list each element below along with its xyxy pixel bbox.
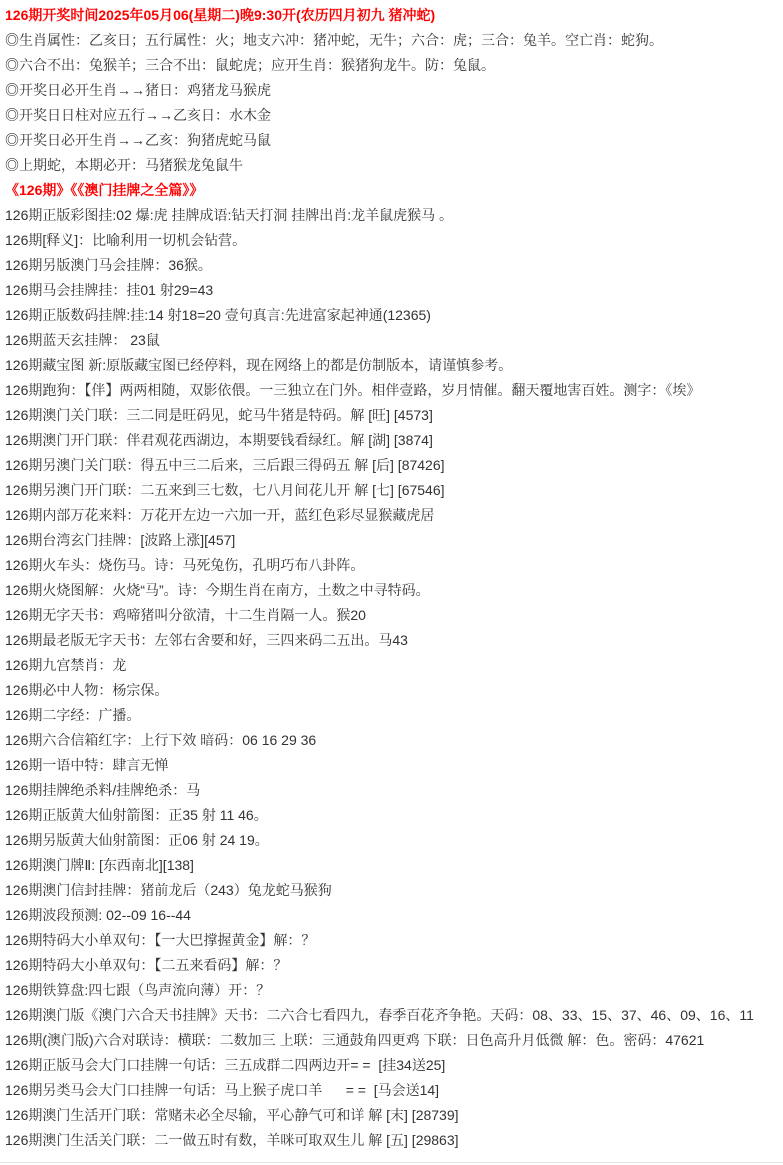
text-line: 126期(澳门版)六合对联诗：横联：二数加三 上联：三通鼓角四更鸡 下联：日色高升月低微 解：色。密码：47621	[5, 1032, 705, 1048]
bottom-divider	[0, 1162, 783, 1163]
text-line: 126期另澳门关门联：得五中三二后来，三后跟三得码五 解 [后] [87426]	[5, 457, 445, 473]
text-line: ◎开奖日必开生肖→→乙亥：狗猪虎蛇马鼠	[5, 132, 271, 148]
text-line: 126期另版黄大仙射箭图：正06 射 24 19。	[5, 832, 269, 848]
text-line: 126期正版马会大门口挂牌一句话：三五成群二四两边开= = [挂34送25]	[5, 1057, 446, 1073]
text-line: 126期内部万花来料：万花开左边一六加一开，蓝红色彩尽显猴藏虎居	[5, 507, 435, 523]
text-line: 126期最老版无字天书：左邻右舍要和好，三四来码二五出。马43	[5, 632, 408, 648]
text-line: 126期特码大小单双句：【一大巴撑握黄金】解：？	[5, 932, 316, 948]
text-line: 126期台湾玄门挂牌：[波路上涨][457]	[5, 532, 236, 548]
text-line: 126期铁算盘:四七跟（鸟声流向薄）开：？	[5, 982, 271, 998]
text-line: 126期挂牌绝杀料/挂牌绝杀：马	[5, 782, 201, 798]
text-line: ◎开奖日必开生肖→→猪日：鸡猪龙马猴虎	[5, 82, 271, 98]
text-line: 126期澳门生活开门联：常赌未必全尽输，平心静气可和详 解 [末] [28739]	[5, 1107, 459, 1123]
text-line: 126期九宫禁肖：龙	[5, 657, 127, 673]
text-line: 126期澳门关门联：三二同是旺码见，蛇马牛猪是特码。解 [旺] [4573]	[5, 407, 433, 423]
text-line: 126期正版黄大仙射箭图：正35 射 11 46。	[5, 807, 268, 823]
text-line: 126期澳门牌Ⅱ: [东西南北][138]	[5, 857, 194, 873]
text-line: 126期波段预测: 02--09 16--44	[5, 907, 191, 923]
heading-line: 《126期》《《澳门挂牌之全篇》》	[5, 182, 204, 198]
text-line: 126期二字经：广播。	[5, 707, 141, 723]
text-line: ◎开奖日日柱对应五行→→乙亥日：水木金	[5, 107, 271, 123]
text-line: 126期另版澳门马会挂牌：36猴。	[5, 257, 212, 273]
text-line: 126期藏宝图 新:原版藏宝图已经停料，现在网络上的都是仿制版本，请谨慎参考。	[5, 357, 513, 373]
text-line: 126期另类马会大门口挂牌一句话：马上猴子虎口羊 = = [马会送14]	[5, 1082, 440, 1098]
text-line: 126期火车头：烧伤马。诗：马死兔伤，孔明巧布八卦阵。	[5, 557, 365, 573]
text-line: 126期蓝天玄挂牌： 23鼠	[5, 332, 160, 348]
text-line: 126期跑狗：【伴】两两相随，双影依偎。一三独立在门外。相伴壹路，岁月情催。翻天覆地害百姓。测字：《埃》	[5, 382, 701, 398]
text-line: 126期正版彩图挂:02 爆:虎 挂牌成语:钻天打洞 挂牌出肖:龙羊鼠虎猴马 。	[5, 207, 454, 223]
text-line: 126期澳门生活关门联：二一做五时有数，羊咪可取双生儿 解 [五] [29863]	[5, 1132, 459, 1148]
text-line: 126期一语中特：肆言无惮	[5, 757, 169, 773]
text-line: 126期特码大小单双句：【二五来看码】解：？	[5, 957, 288, 973]
text-line: 126期马会挂牌挂：挂01 射29=43	[5, 282, 214, 298]
text-line: ◎六合不出：兔猴羊；三合不出：鼠蛇虎；应开生肖：猴猪狗龙牛。防：兔鼠。	[5, 57, 495, 73]
text-line: ◎上期蛇，本期必开：马猪猴龙兔鼠牛	[5, 157, 243, 173]
text-line: 126期无字天书：鸡啼猪叫分欲清，十二生肖隔一人。猴20	[5, 607, 366, 623]
text-line: 126期必中人物：杨宗保。	[5, 682, 169, 698]
text-line: 126期[释义]：比喻利用一切机会钻营。	[5, 232, 247, 248]
text-line: 126期正版数码挂牌:挂:14 射18=20 壹句真言:先进富家起神通(12365)	[5, 307, 431, 323]
text-line: 126期六合信箱红字：上行下效 暗码：06 16 29 36	[5, 732, 317, 748]
text-line: 126期澳门开门联：伴君观花西湖边，本期要钱看绿红。解 [湖] [3874]	[5, 432, 433, 448]
text-line: ◎生肖属性：乙亥日；五行属性：火；地支六冲：猪冲蛇，无牛；六合：虎；三合：兔羊。空亡肖：蛇狗。	[5, 32, 663, 48]
heading-line: 126期开奖时间2025年05月06(星期二)晚9:30开(农历四月初九 猪冲蛇)	[5, 7, 436, 23]
text-line: 126期澳门信封挂牌：猪前龙后（243）兔龙蛇马猴狗	[5, 882, 332, 898]
text-line: 126期火烧图解：火烧“马”。诗：今期生肖在南方，土数之中寻特码。	[5, 582, 430, 598]
text-line: 126期澳门版《澳门六合天书挂牌》天书：二六合七看四九，春季百花齐争艳。天码：08、33、15、37、46、09、16、11	[5, 1007, 754, 1023]
text-line: 126期另澳门开门联：二五来到三七数，七八月间花儿开 解 [七] [67546]	[5, 482, 445, 498]
